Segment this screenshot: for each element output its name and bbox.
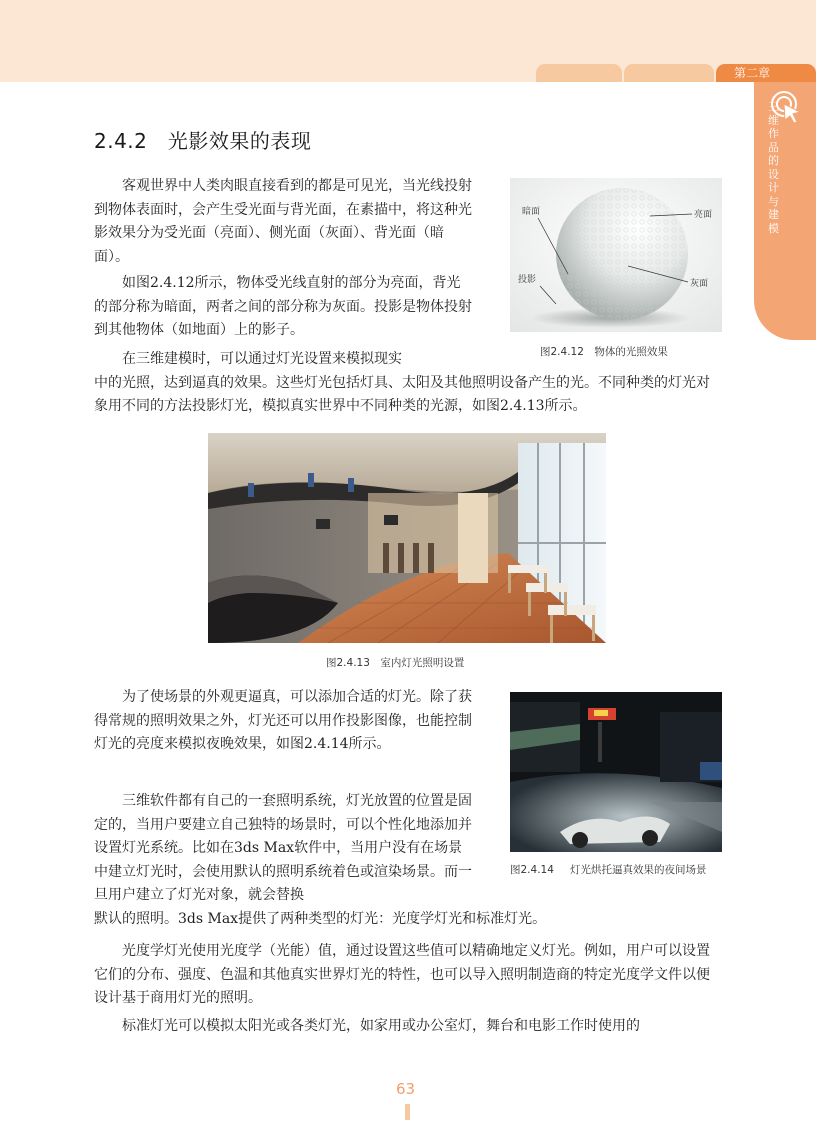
chapter-tab: 第二章 [716, 64, 816, 82]
header-tab-decor-2 [624, 64, 714, 82]
label-bright-side: 亮面 [694, 210, 713, 220]
paragraph-wrap-part: 在三维建模时，可以通过灯光设置来模拟现实 [122, 351, 402, 367]
section-title: 2.4.2 光影效果的表现 [94, 129, 312, 153]
paragraph-2: 如图2.4.12所示，物体受光线直射的部分为亮面，背光的部分称为暗面，两者之间的部分称为灰面。投影是物体投射到其他物体（如地面）上的影子。 [94, 275, 472, 338]
paragraph-1: 客观世界中人类肉眼直接看到的都是可见光，当光线投射到物体表面时，会产生受光面与背光面，在素描中，将这种光影效果分为受光面（亮面）、侧光面（灰面）、背光面（暗面）。 [94, 178, 472, 265]
figure-golf-ball-lighting [510, 178, 722, 332]
figure-2-4-14-caption-num: 图2.4.14 [510, 864, 554, 876]
figure-interior-lighting [208, 433, 606, 643]
paragraph-wrap-part: 中的光照，达到逼真的效果。这些灯光包括灯具、太阳及其他照明设备产生的光。不同种类的灯光对象用不同的方法投影灯光，模拟真实世界中不同种类的光源，如图2.4.13所示。 [94, 374, 710, 414]
night-scene-image [510, 692, 722, 852]
interior-scene-image [208, 433, 606, 643]
figure-2-4-13-caption: 图2.4.13 室内灯光照明设置 [326, 657, 465, 669]
label-dark-side: 暗面 [522, 207, 541, 217]
golf-ball-image [510, 178, 722, 332]
paragraph-7: 标准灯光可以模拟太阳光或各类灯光，如家用或办公室灯，舞台和电影工作时使用的 [122, 1018, 640, 1034]
figure-2-4-14-caption-text: 灯光烘托逼真效果的夜间场景 [570, 864, 707, 876]
figure-2-4-14-caption [510, 862, 722, 878]
figure-night-scene [510, 692, 722, 852]
label-shadow: 投影 [518, 275, 537, 285]
page-number: 63 [396, 1080, 416, 1098]
paragraph-4: 为了使场景的外观更逼真，可以添加合适的灯光。除了获得常规的照明效果之外，灯光还可以用作投影图像，也能控制灯光的亮度来模拟夜晚效果，如图2.4.14所示。 [94, 689, 472, 752]
paragraph-wrap-part: 三维软件都有自己的一套照明系统，灯光放置的位置是固定的，当用户要建立自己独特的场景时，可以个性化地添加并设置灯光系统。比如在3ds Max软件中，当用户没有在场景中建立灯光时，会使用默认的照明系统着色或渲染场景。而一旦用户建立了灯光对象，就会替换 [94, 793, 472, 903]
paragraph-wrap-part: 默认的照明。3ds Max提供了两种类型的灯光：光度学灯光和标准灯光。 [94, 910, 547, 927]
sidebar-vertical-title: 三维作品的设计与建模 [768, 100, 779, 235]
figure-2-4-12-caption: 图2.4.12 物体的光照效果 [540, 346, 668, 358]
page-number-bar [405, 1104, 410, 1120]
header-tab-decor-1 [536, 64, 622, 82]
label-gray-side: 灰面 [690, 279, 709, 289]
paragraph-6: 光度学灯光使用光度学（光能）值，通过设置这些值可以精确地定义灯光。例如，用户可以设置它们的分布、强度、色温和其他真实世界灯光的特性，也可以导入照明制造商的特定光度学文件以便设计基于商用灯光的照明。 [94, 943, 710, 1006]
